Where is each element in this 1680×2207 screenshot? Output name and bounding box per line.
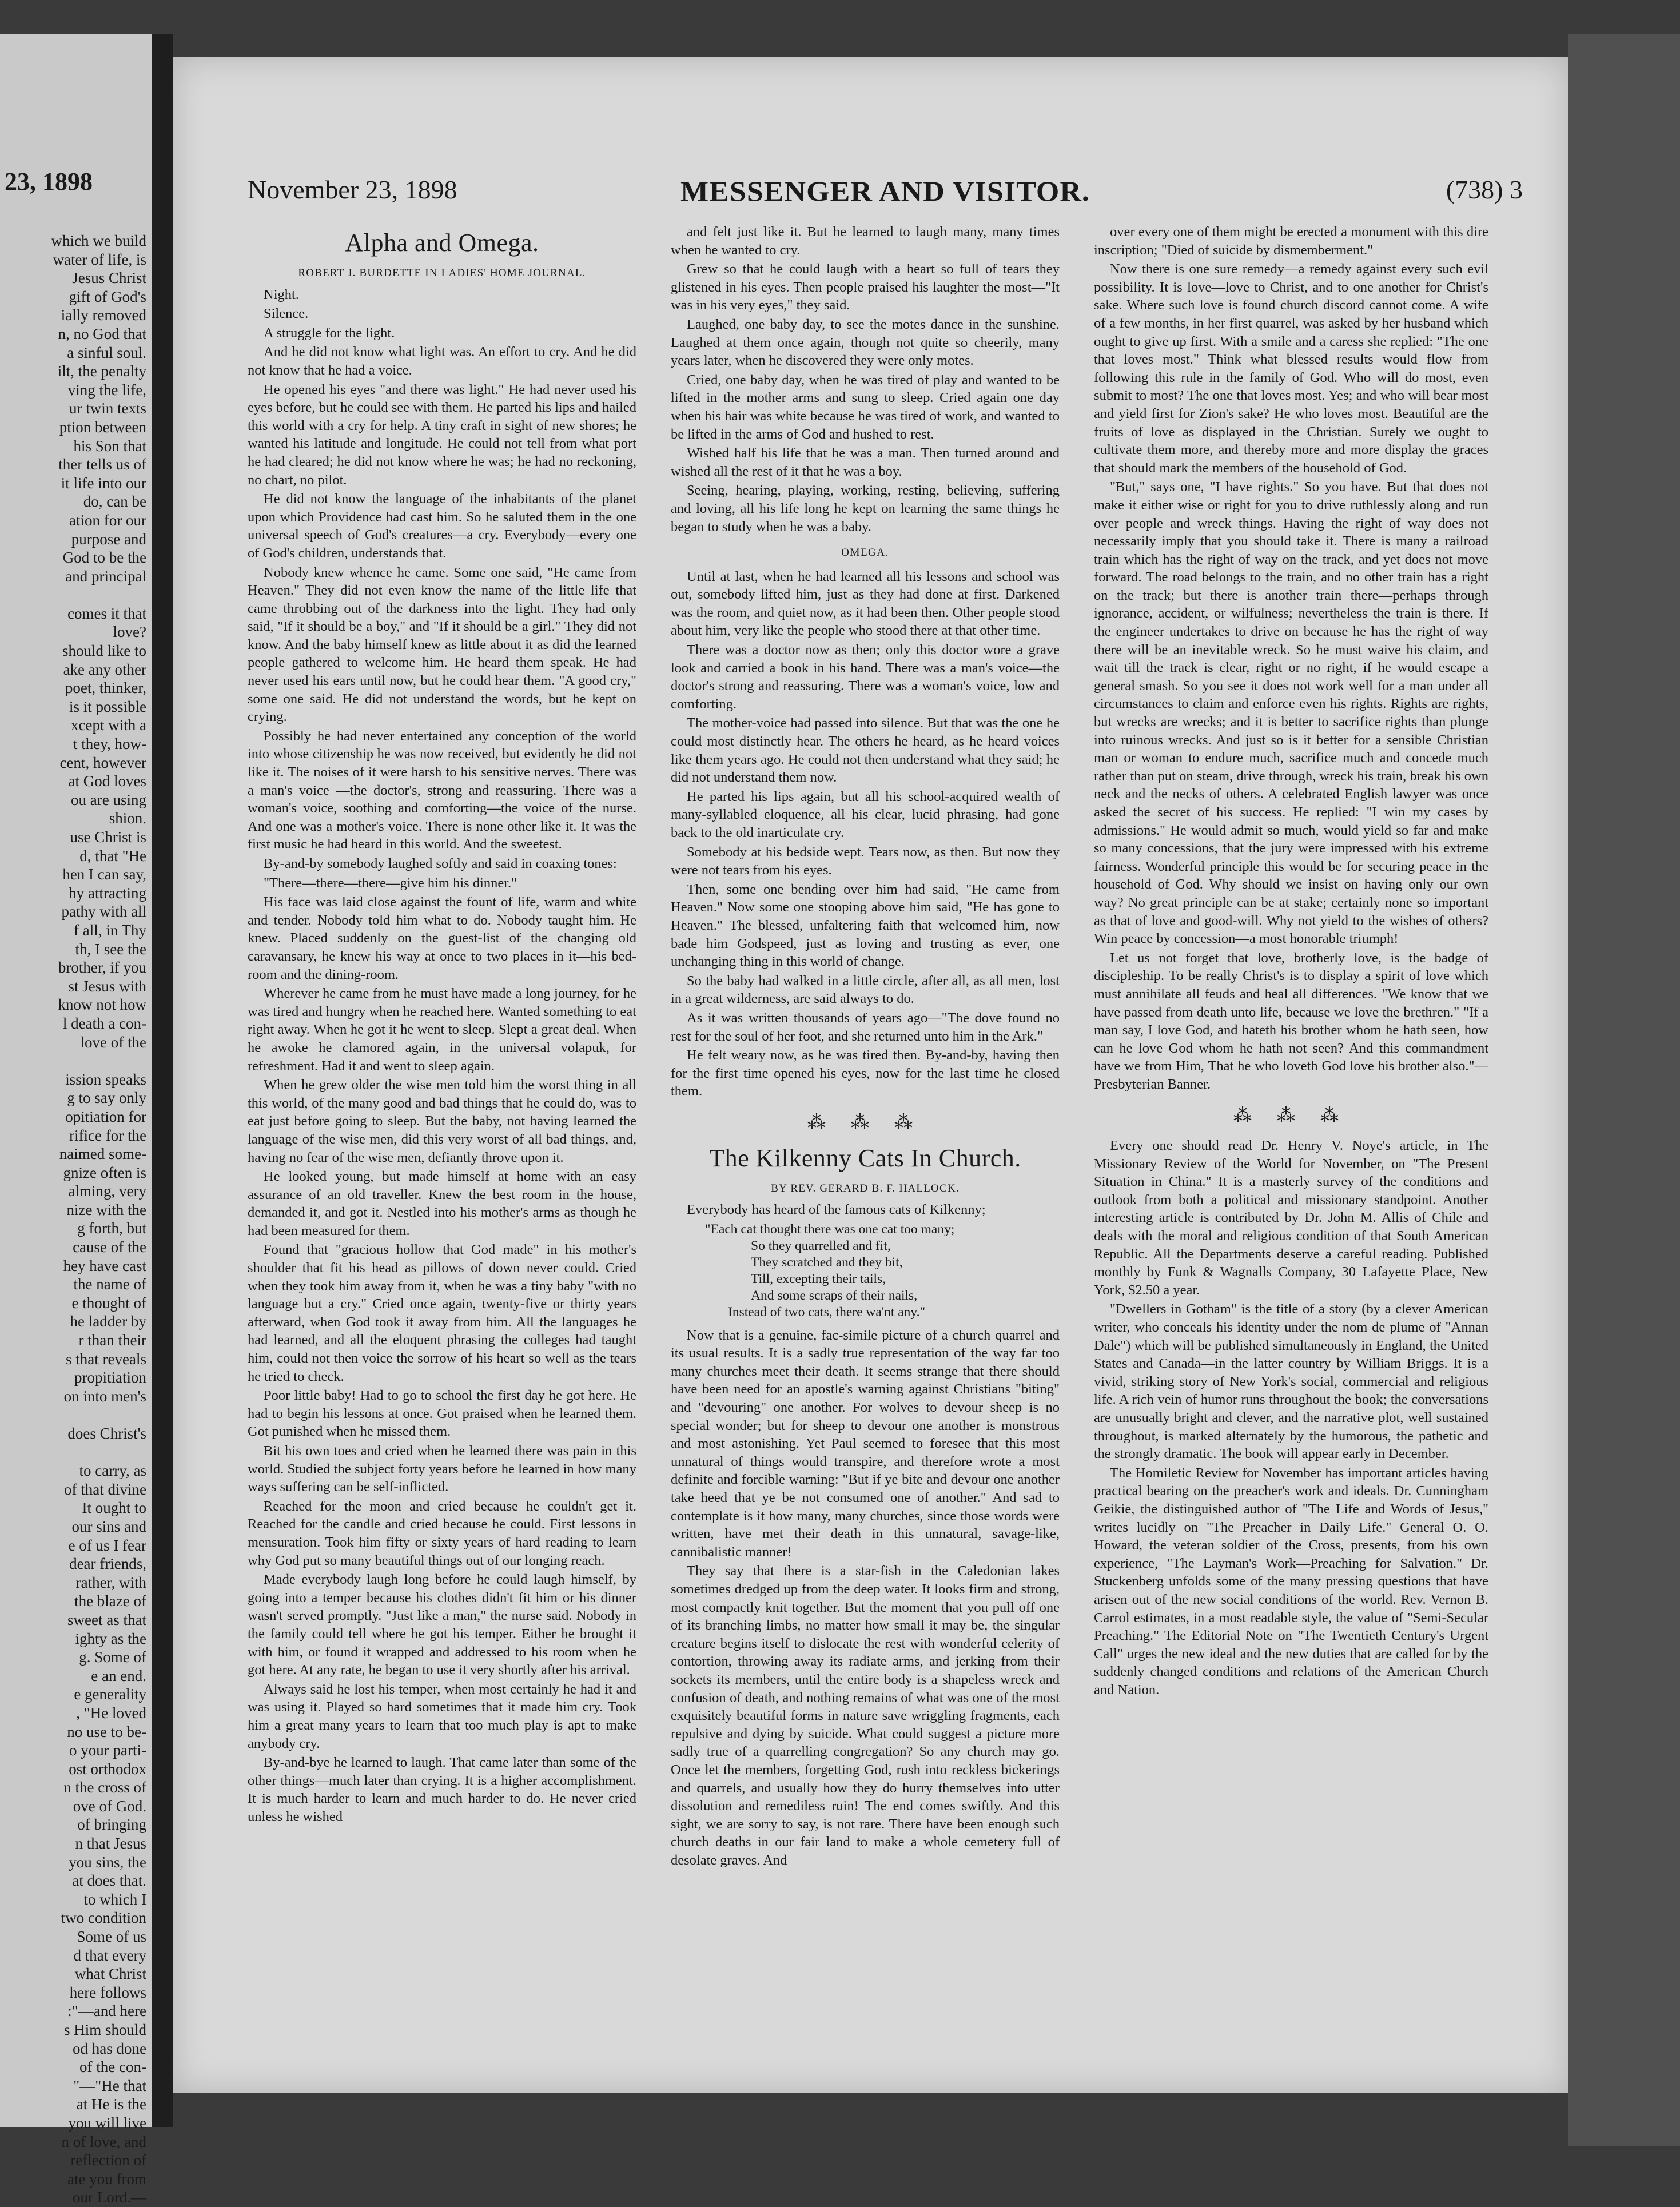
paragraph: Wherever he came from he must have made a long journey, for he was tired and hungry when he reached here. Wanted something to eat right away. When he got it he went to sleep. Slept a great deal. When he awoke he clamored again, in the universal volapuk, for refreshment. Had it and went to sleep again. (248, 986, 636, 1074)
text-line: th, I see the (75, 940, 146, 958)
text-line: ving the life, (67, 381, 146, 399)
text-line: cent, however (59, 754, 146, 771)
article-byline-2: BY REV. GERARD B. F. HALLOCK. (771, 1182, 960, 1194)
paragraph: The Homiletic Review for November has important articles having practical bearing on the preacher's work and ideals. Dr. Cunningham Geikie, the distinguished author of "The Life and Words of Jesus," writes lucidly on "The Preacher in Daily Life." General O. O. Howard, the veteran soldier of the Cross, presents, from his own experience, "The Layman's Work—Preaching for Salvation." Dr. Stuckenberg unfolds some of the many pressing questions that have arisen out of the new social conditions of the world. Rev. Vernon B. Carrol estimates, in a most readable style, the value of "Semi-Secular Preaching." The Editorial Note on "The Twentieth Century's Urgent Call" urges the new ideal and the new duties that are called for by the suddenly changed conditions and relations of the American Church and Nation. (1094, 1465, 1488, 1698)
text-line: love? (113, 623, 146, 641)
text-line: naimed some- (59, 1145, 146, 1163)
column-2 (671, 223, 1060, 1871)
text-line: opitiation for (65, 1108, 146, 1125)
text-line: and principal (65, 567, 146, 585)
verse-line: And some scraps of their nails, (751, 1288, 918, 1303)
text-line: God to be the (62, 549, 146, 567)
verse-line: They scratched and they bit, (751, 1254, 903, 1270)
text-line: to which I (83, 1890, 146, 1908)
text-line (3, 1405, 146, 1424)
text-line: gnize often is (63, 1164, 146, 1181)
text-line (3, 1443, 146, 1462)
text-line: xcept with a (71, 716, 146, 734)
omega-section-body (671, 568, 1060, 1101)
paragraph: Every one should read Dr. Henry V. Noye's article, in The Missionary Review of the World for November, on "The Present Situation in China." It is a masterly survey of the conditions and outlook from both a political and missionary standpoint. Another interesting article is contributed by Dr. John M. Allis of Chile and deals with the moral and religious condition of that South American Republic. All the Departments deserve a careful reading. Published monthly by Funk & Wagnalls Company, 30 Lafayette Place, New York, $2.50 a year. (1094, 1138, 1488, 1298)
text-line: e thought of (71, 1294, 146, 1312)
text-line: nize with the (66, 1201, 146, 1218)
article-body-2-continued (1094, 223, 1488, 1094)
paragraph: Always said he lost his temper, when most certainly he had it and was using it. Played so hard sometimes that it made him cry. Took him a great many years to learn that too much play is apt to make anybody cry. (248, 1681, 636, 1751)
text-line: you will live (68, 2114, 146, 2132)
paragraph: over every one of them might be erected a monument with this dire inscription; "Died of suicide by dismemberment." (1094, 224, 1488, 258)
text-line: g forth, but (77, 1220, 146, 1237)
text-line: d, that "He (79, 847, 146, 865)
paragraph: He looked young, but made himself at home with an easy assurance of an old traveller. Knew the best room in the house, demanded it, and got it. Nestled into his mother's arms as though he had been measured for them. (248, 1169, 636, 1238)
text-line: n that Jesus (75, 1835, 146, 1853)
text-line: poet, thinker, (65, 679, 146, 697)
text-line: to carry, as (79, 1462, 146, 1480)
text-line: which we build (51, 232, 146, 249)
paragraph: Let us not forget that love, brotherly love, is the badge of discipleship. To be really Christ's is to display a spirit of love which must annihilate all feuds and heal all differences. "We know that we have passed from death unto life, because we love the brethren." "If a man say, I love God, and hateth his brother whom he hath seen, how can he love God whom he hath not seen? And this commandment have we from Him, That he who loveth God love his brother also."—Presbyterian Banner. (1094, 950, 1488, 1092)
text-line: you sins, the (69, 1853, 146, 1871)
issue-date: November 23, 1898 (248, 175, 457, 204)
ornament-divider: ⁂ ⁂ ⁂ (807, 1111, 923, 1132)
article-byline: ROBERT J. BURDETTE IN LADIES' HOME JOURNAL. (298, 267, 586, 279)
paragraph: Silence. (264, 306, 309, 322)
article-title-2: The Kilkenny Cats In Church. (709, 1144, 1021, 1172)
text-line: love of the (80, 1033, 146, 1051)
text-line: od has done (73, 2039, 146, 2057)
verse-line: "Each cat thought there was one cat too many; (705, 1221, 955, 1237)
text-line: ate you from (67, 2170, 146, 2188)
text-line: s that reveals (66, 1350, 146, 1368)
text-line: rather, with (75, 1573, 146, 1591)
text-line: :"—and here (67, 2002, 146, 2020)
article-body (248, 286, 636, 1826)
paragraph: He parted his lips again, but all his school-acquired wealth of many-syllabled eloquence, all his clear, lucid phrasing, had gone back to the old inarticulate cry. (671, 788, 1060, 840)
text-line: e an end. (91, 1667, 146, 1684)
column-1 (248, 223, 636, 1827)
text-line: r than their (78, 1332, 146, 1349)
text-line: the blaze of (74, 1592, 146, 1610)
text-line: what Christ (74, 1965, 146, 1983)
text-line: our Lord.— (73, 2189, 146, 2206)
paragraph: Reached for the moon and cried because he couldn't get it. Reached for the candle and cried because he could. First lessons in mensuration. Took him fifty or sixty years of hard reading to learn why God put so many beautiful things out of our longing reach. (248, 1498, 636, 1568)
adjacent-page-strip (0, 34, 152, 2206)
text-line: here follows (69, 1983, 146, 2001)
paragraph: Made everybody laugh long before he could laugh himself, by going into a temper because his clothes didn't fit him or his dinner wasn't served promptly. "Just like a man," the nurse said. Nobody in the family could tell where he got his temper. Either he brought it with him, or found it wrapped and addressed to his room when he got here. At any rate, he began to use it very shortly after his arrival. (248, 1572, 636, 1678)
text-line: of bringing (77, 1816, 146, 1834)
text-line: sweet as that (67, 1611, 146, 1628)
book-gutter (152, 34, 173, 2127)
text-line: rifice for the (69, 1126, 146, 1144)
text-line: use Christ is (70, 828, 146, 846)
text-line: ur twin texts (69, 400, 146, 417)
paragraph: Seeing, hearing, playing, working, resting, believing, suffering and loving, all his life long he kept on learning the same things he began to study when he was a baby. (671, 483, 1060, 535)
text-line: our sins and (71, 1517, 146, 1535)
paragraph: Poor little baby! Had to go to school the first day he got here. He had to begin his lessons at once. Got praised when he learned them. Got punished when he missed them. (248, 1388, 636, 1440)
text-line: he ladder by (70, 1313, 146, 1330)
paragraph: The mother-voice had passed into silence. But that was the one he could most distinctly hear. The others he heard, as he heard voices like them years ago. He could not then understand what they said; he did not understand them now. (671, 715, 1060, 786)
text-line: "—"He that (73, 2077, 146, 2094)
text-line: ove of God. (73, 1797, 146, 1815)
book-notices (1094, 1137, 1488, 1699)
section-heading: OMEGA. (841, 547, 889, 559)
text-line: ation for our (69, 511, 146, 529)
paragraph: Laughed, one baby day, to see the motes dance in the sunshine. Laughed at them once again, though not quite so cheerily, many years later, when he discovered they were only motes. (671, 316, 1060, 369)
text-line: two condition (61, 1909, 146, 1927)
text-line: It ought to (82, 1499, 146, 1517)
text-line: dear friends, (69, 1555, 146, 1573)
paragraph: When he grew older the wise men told him the worst thing in all this world, of the many good and bad things that he could do, was to eat just before going to sleep. But the baby, not having learned the language of the wise men, did this very worst of all bad things, and, having no fear of the wise men, defiantly throve upon it. (248, 1077, 636, 1165)
text-line: g to say only (67, 1089, 146, 1107)
text-line: o your parti- (69, 1742, 146, 1759)
text-line: pathy with all (61, 903, 146, 921)
paragraph: He opened his eyes "and there was light." He had never used his eyes before, but he could see with them. He parted his lips and hailed this world with a cry for help. A tiny craft in sight of new shores; he wanted his latitude and longitude. He could not tell from what port he had cleared; he did not know where he was; he had no reckoning, no chart, no pilot. (248, 381, 636, 488)
text-line: does Christ's (67, 1425, 146, 1442)
paragraph: Until at last, when he had learned all his lessons and school was out, somebody lifted him, just as they had done at first. Darkened was the room, and quiet now, as it had been then. Other people stood about him, very like the people who stood there at that other time. (671, 568, 1060, 639)
paragraph: Nobody knew whence he came. Some one said, "He came from Heaven." They did not even know the name of the little life that came throbbing out of the darkness into the light. They had only said, "If it should be a boy," and "If it should be a girl." They did not know. And the baby himself knew as little about it as did the learned people gathered to welcome him. He heard them speak. He had never used his ears until now, but he could hear them. "A good cry," some one said. He did not understand the words, but he kept on crying. (248, 564, 636, 725)
text-line: ission speaks (65, 1070, 146, 1088)
paragraph: Somebody at his bedside wept. Tears now, as then. But now they were not tears from his eyes. (671, 844, 1060, 878)
verse-line: Till, excepting their tails, (751, 1271, 886, 1286)
masthead (248, 174, 1523, 220)
text-line: at does that. (72, 1872, 146, 1890)
text-line: n of love, and (61, 2133, 146, 2150)
text-line: water of life, is (53, 250, 146, 268)
page-number: (738) 3 (1446, 175, 1523, 204)
paragraph: As it was written thousands of years ago—"The dove found no rest for the soul of her foot, and she returned unto him in the Ark." (671, 1010, 1060, 1044)
text-line: at He is the (76, 2096, 146, 2113)
text-line: ost orthodox (69, 1760, 146, 1778)
ornament-divider-2: ⁂ ⁂ ⁂ (1233, 1104, 1349, 1125)
text-line: purpose and (71, 530, 146, 548)
text-line: alming, very (68, 1182, 146, 1200)
article-body-continued (671, 223, 1060, 536)
text-line: should like to (62, 642, 146, 660)
text-line: ption between (59, 418, 146, 436)
paragraph: He felt weary now, as he was tired then. By-and-by, having then for the first time opened his eyes, now for the last time he closed them. (671, 1047, 1060, 1099)
text-line: is it possible (69, 698, 146, 715)
paragraph: And he did not know what light was. An effort to cry. And he did not know that he had a voice. (248, 344, 636, 378)
text-line: know not how (58, 996, 146, 1014)
text-line: n the cross of (63, 1779, 146, 1796)
text-line (3, 585, 146, 604)
text-line: ther tells us of (58, 456, 146, 473)
text-line: reflection of (70, 2152, 146, 2169)
paragraph: "There—there—there—give him his dinner." (264, 875, 517, 891)
text-line: of that divine (64, 1480, 146, 1498)
paragraph: Night. (264, 286, 299, 302)
text-line: hy attracting (69, 884, 146, 902)
adjacent-page-header: 23, 1898 (5, 168, 93, 196)
article-body-2 (671, 1326, 1060, 1870)
text-line: l death a con- (62, 1014, 146, 1032)
paragraph: They say that there is a star-fish in the Caledonian lakes sometimes dredged up from the deep water. It looks firm and strong, most compactly knit together. But the moment that you pull off one of its branching limbs, no matter how small it may be, the singular creature begins itself to dislocate the rest with wonderful celerity of contortion, throwing away its radiate arms, and jerking from their sockets its members, until the entire body is a shapeless wreck and confusion of death, and nothing remains of what was one of the most exquisitely beautiful forms in nature save wriggling fragments, each repulsive and dying by suicide. What could suggest a picture more sadly true of a quarrelling congregation? So any church may go. Once let the members, forgetting God, rush into reckless bickerings and quarrels, and usually how they do hurry themselves into utter dissolution and remediless ruin! The end comes swiftly. And this sight, we are sorry to say, is not rare. There have been enough such church deaths in our fair land to make a whole cemetery full of desolate graves. And (671, 1563, 1060, 1868)
poem-verse (705, 1221, 1060, 1321)
text-line: shion. (109, 810, 146, 827)
verse-line: So they quarrelled and fit, (751, 1238, 891, 1253)
text-line: ou are using (71, 791, 146, 808)
paragraph: By-and-by somebody laughed softly and said in coaxing tones: (264, 856, 617, 871)
newspaper-page (173, 57, 1568, 2093)
text-line: the name of (73, 1276, 146, 1293)
paragraph: Bit his own toes and cried when he learned there was pain in this world. Studied the subject forty years before he learned in how many ways suffering can be self-inflicted. (248, 1443, 636, 1495)
text-line: g. Some of (79, 1648, 146, 1666)
text-line: a sinful soul. (67, 344, 146, 361)
paragraph: Possibly he had never entertained any conception of the world into whose citizenship he was now received, but evidently he did not like it. The noises of it were harsh to his sensitive nerves. There was a man's voice —the doctor's, strong and reassuring. There was a woman's voice, soothing and comforting—the voice of the nurse. And one was a mother's voice. There is none other like it. It was the first music he had heard in this world. And the sweetest. (248, 728, 636, 852)
text-line: e generality (74, 1686, 146, 1703)
paragraph: Then, some one bending over him had said, "He came from Heaven." Now some one stooping above him said, "He has gone to Heaven." The blessed, unfaltering faith that welcomed him, now bade him Godspeed, just as loving and trusting as ever, one unchanging thing in this world of change. (671, 881, 1060, 970)
paragraph: Found that "gracious hollow that God made" in his mother's shoulder that fit his head as pillows of down never could. Cried when they took him away from it, when he was a tiny baby "with no language but a cry." Cried once again, twenty-five or thirty years afterward, when God took it away from him. All the languages he had learned, and all the eloquent phrasing the colleges had taught him, could not then voice the sorrow of his heart so well as the tears he tried to check. (248, 1242, 636, 1384)
text-line: e of us I fear (68, 1536, 146, 1554)
paragraph: There was a doctor now as then; only this doctor wore a grave look and carried a book in his hand. There was a man's voice—the doctor's strong and reassuring. There was a woman's voice, low and comforting. (671, 642, 1060, 712)
text-line: Some of us (77, 1928, 146, 1946)
article-title: Alpha and Omega. (345, 229, 539, 257)
text-line: propitiation (74, 1369, 146, 1387)
text-line: ighty as the (75, 1630, 146, 1647)
text-line: cause of the (73, 1238, 146, 1256)
text-line: gift of God's (69, 288, 146, 305)
text-line: it life into our (61, 474, 146, 492)
text-line (3, 1051, 146, 1070)
paragraph: So the baby had walked in a little circle, after all, as all men, lost in a great wilderness, are said always to do. (671, 973, 1060, 1007)
adjacent-page-text (3, 232, 146, 2207)
text-line: d that every (73, 1946, 146, 1964)
verse-line: Instead of two cats, there wa'nt any." (728, 1304, 926, 1320)
text-line: Jesus Christ (72, 269, 146, 287)
text-line: s Him should (63, 2021, 146, 2038)
paragraph: "Dwellers in Gotham" is the title of a story (by a clever American writer, who conceals his identity under the nom de plume of "Annan Dale") which will be published simultaneously in England, the United States and Canada—in the latter country by William Briggs. It is a vivid, striking story of New York's social, commercial and religious life. A rich vein of humor runs throughout the book; the conversations are unusually bright and clever, and the narrative plot, well sustained throughout, is marked alternately by the humorous, the pathetic and the strongly dramatic. The book will appear early in December. (1094, 1301, 1488, 1462)
paragraph: Wished half his life that he was a man. Then turned around and wished all the rest of it that he was a boy. (671, 445, 1060, 479)
text-line: do, can be (83, 493, 146, 511)
paragraph: Cried, one baby day, when he was tired of play and wanted to be lifted in the mother arms and sung to sleep. Cried again one day when his hair was white because he was tired of work, and wanted to be lifted in the arms of God and hushed to rest. (671, 372, 1060, 442)
text-line: n, no God that (58, 325, 146, 342)
paragraph: He did not know the language of the inhabitants of the planet upon which Providence had cast him. So he saluted them in the one universal speech of God's creatures—a cry. Everybody—every one of God's children, understands that. (248, 491, 636, 561)
text-line: ake any other (63, 660, 146, 678)
text-line: ilt, the penalty (57, 362, 146, 380)
text-line: no use to be- (67, 1723, 146, 1740)
text-line: hey have cast (63, 1257, 146, 1274)
text-line: of the con- (79, 2058, 146, 2076)
paragraph: By-and-bye he learned to laugh. That came later than some of the other things—much later than crying. It is a higher accomplishment. It is much harder to learn and much harder to do. He never cried unless he wished (248, 1755, 636, 1824)
text-line: , "He loved (76, 1704, 146, 1722)
text-line: his Son that (73, 437, 146, 455)
text-line: t they, how- (73, 735, 146, 753)
text-line: st Jesus with (68, 977, 146, 995)
column-3 (1094, 223, 1488, 1700)
text-line: brother, if you (58, 959, 146, 977)
text-line: hen I can say, (62, 866, 146, 883)
paragraph: His face was laid close against the fount of life, warm and white and tender. Nobody told him what to do. Nobody taught him. He knew. Placed suddenly on the guest-list of the changing old caravansary, he knew his way at once to two places in it—his bed-room and the dining-room. (248, 894, 636, 982)
paragraph: Now there is one sure remedy—a remedy against every such evil possibility. It is love—love to Christ, and to one another for Christ's sake. Where such love is found church discord cannot come. A wife of a few months, in her first quarrel, was asked by her husband which ought to give up first. With a smile and a caress she replied: "The one that loves most." Think what blessed results would flow from following this rule in the family of God. Who will do most, even submit to most? The one that loves most. Yes; and who will bear most and yield first for Zion's sake? He who loves most. Beautiful are the fruits of love as displayed in the Christian. Surely we ought to cultivate them more, and thereby more and more display the graces that should mark the members of the household of God. (1094, 261, 1488, 476)
paragraph: Grew so that he could laugh with a heart so full of tears they glistened in his eyes. Then people praised his laughter the most—"It was in his very eyes," they said. (671, 261, 1060, 313)
paragraph: "But," says one, "I have rights." So you have. But that does not make it either wise or right for you to drive ruthlessly along and run over people and wreck things. Having the right of way does not necessarily imply that you should take it. There is many a railroad train which has the right of way on the track, and yet does not move forward. The road belongs to the train, and no other train has a right on the track; but there is another train there—perhaps through ignorance, accident, or wilfulness; nevertheless the train is there. If the engineer undertakes to drive on because he has the right of way there will be an inevitable wreck. So he must waive his claim, and wait till the track is clear, right or no right, if he would escape a general smash. So you see it does not work well for a man under all circumstances to claim and enforce even his rights. Rights are rights, but wrecks are wrecks; and it is better to sacrifice rights than plunge into ruinous wrecks. And just so is it better for a sensible Christian man or woman to endure much, sacrifice much and concede much rather than put on steam, drive through, wreck his train, break his own neck and the necks of others. A celebrated English lawyer was once asked the secret of his success. He replied: "I win my cases by admissions." He would admit so much, would yield so far and make so many concessions, that the jury were impressed with his extreme fairness. Wonderful principle this would be for securing peace in the household of God. Why should we insist on having only our own way? No great principle can be at stake; certainly none so important as that of love and good-will. Why not yield to the wishes of others? Win peace by concession—a most honorable triumph! (1094, 479, 1488, 947)
text-line: on into men's (63, 1387, 146, 1405)
text-line: ially removed (61, 306, 146, 324)
page-edge-shadow (1568, 34, 1680, 2146)
text-line: f all, in Thy (74, 921, 146, 939)
paragraph: and felt just like it. But he learned to laugh many, many times when he wanted to cry. (671, 224, 1060, 258)
text-line: at God loves (68, 772, 146, 790)
paragraph: A struggle for the light. (264, 325, 395, 341)
paragraph: Now that is a genuine, fac-simile picture of a church quarrel and its usual results. It is a sadly true representation of the way far too many churches meet their death. It seems strange that there should have been need for an apostle's warning against Christians "biting" and "devouring" one another. For wolves to devour sheep is no special wonder; but for sheep to devour one another is monstrous and most astonishing. Yet Paul seemed to foresee that this most unnatural of things would transpire, and therefore wrote a most definite and forcible warning: "But if ye bite and devour one another take heed that ye be not consumed one of another." And sad to contemplate is it how many, many churches, since those words were written, have met their death in this unnatural, savage-like, cannibalistic manner! (671, 1327, 1060, 1560)
newspaper-title: MESSENGER AND VISITOR. (680, 175, 1090, 207)
article-intro: Everybody has heard of the famous cats of Kilkenny; (687, 1202, 986, 1218)
text-line: comes it that (67, 604, 146, 622)
